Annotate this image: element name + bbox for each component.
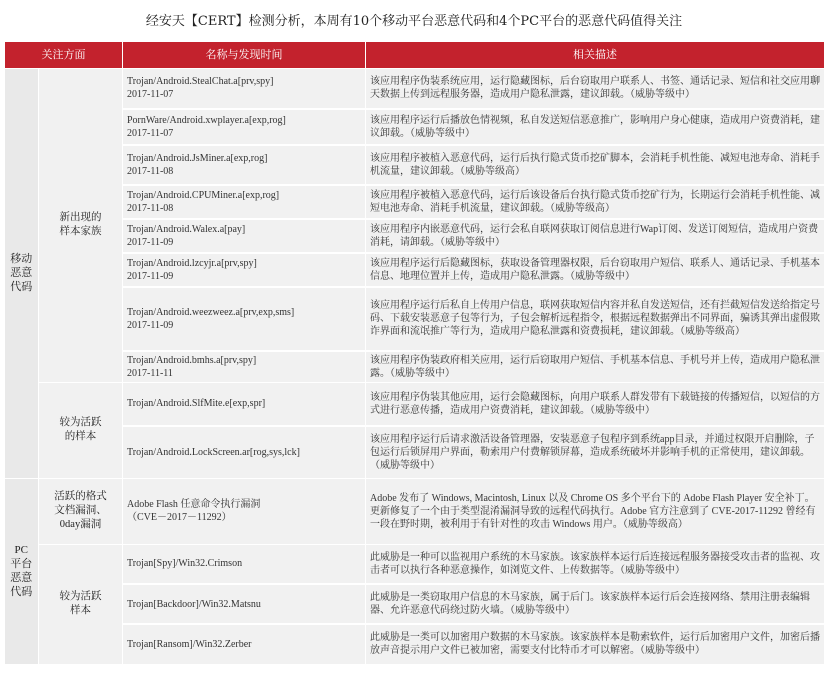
sample-name: Trojan/Android.lzcyjr.a[prv,spy] (127, 257, 257, 269)
section-label: PC 平台 恶意 代码 (5, 478, 39, 664)
description-text: 该应用程序被植入恶意代码，运行后该设备后台执行隐式货币挖矿行为，长期运行会消耗手机性能、减短电池寿命、消耗手机流量，建议卸载。（威胁等级高） (370, 189, 820, 214)
description-text: 该应用程序伪装系统应用，运行隐藏图标，后台窃取用户联系人、书签、通话记录、短信和社交应用聊天数据上传到远程服务器，造成用户隐私泄露，建议卸载。（威胁等级中） (370, 76, 820, 101)
table-row (5, 219, 825, 253)
description-cell (366, 253, 825, 287)
discovery-date: 2017-11-07 (127, 89, 174, 101)
description-cell (366, 145, 825, 185)
focus-category: 新出现的 样本家族 (39, 69, 123, 383)
discovery-date: （CVE－2017－11292） (127, 512, 232, 523)
description-text: 该应用程序运行后隐藏图标，获取设备管理器权限，后台窃取用户短信、联系人、通话记录、手机基本信息、地理位置并上传，造成用户隐私泄露。（威胁等级中） (370, 257, 820, 282)
sample-name-cell (123, 287, 366, 351)
discovery-date: 2017-11-11 (127, 367, 173, 379)
sample-name-cell (123, 351, 366, 383)
discovery-date: 2017-11-08 (127, 202, 174, 214)
focus-category: 较为活跃 样本 (39, 544, 123, 664)
description-cell (366, 109, 825, 145)
description-cell (366, 219, 825, 253)
description-cell (366, 478, 825, 544)
discovery-date: 2017-11-09 (127, 236, 174, 248)
header-focus: 关注方面 (5, 42, 123, 69)
table-row (5, 287, 825, 351)
table-row (5, 584, 825, 624)
description-text: 此威胁是一种可以监视用户系统的木马家族。该家族样本运行后连接远程服务器接受攻击者的监视、攻击者可以执行各种恶意操作，如浏览文件、上传数据等。（威胁等级中） (370, 551, 820, 576)
malware-table (4, 41, 825, 665)
description-cell (366, 185, 825, 219)
table-row (5, 426, 825, 478)
sample-name-cell (123, 69, 366, 109)
description-text: 此威胁是一类窃取用户信息的木马家族，属于后门。该家族样本运行后会连接网络、禁用注册表编辑器、允许恶意代码绕过防火墙。（威胁等级中） (370, 592, 810, 616)
sample-name: Trojan/Android.LockScreen.ar[rog,sys,lck] (127, 446, 300, 458)
sample-name-cell (123, 145, 366, 185)
sample-name-cell (123, 382, 366, 426)
table-row (5, 69, 825, 109)
description-text: 该应用程序伪装政府相关应用，运行后窃取用户短信、手机基本信息、手机号并上传，造成用户隐私泄露。（威胁等级中） (370, 354, 820, 379)
description-cell (366, 426, 825, 478)
sample-name-cell (123, 426, 366, 478)
sample-name: Adobe Flash 任意命令执行漏洞 (127, 499, 261, 510)
sample-name-cell (123, 109, 366, 145)
description-cell (366, 624, 825, 664)
sample-name-cell (123, 584, 366, 624)
header-name-date: 名称与发现时间 (123, 42, 366, 69)
focus-category: 较为活跃 的样本 (39, 382, 123, 478)
discovery-date: 2017-11-09 (127, 319, 174, 331)
sample-name: Trojan[Backdoor]/Win32.Matsnu (127, 598, 261, 610)
description-cell (366, 287, 825, 351)
description-text: 此威胁是一类可以加密用户数据的木马家族。该家族样本是勒索软件，运行后加密用户文件，加密后播放声音提示用户文件已被加密，需要支付比特币才可以解密。（威胁等级中） (370, 632, 820, 657)
focus-category: 活跃的格式 文档漏洞、 0day漏洞 (39, 478, 123, 544)
description-cell (366, 69, 825, 109)
description-text: 该应用程序运行后播放色情视频，私自发送短信恶意推广，影响用户身心健康，造成用户资费消耗，建议卸载。（威胁等级中） (370, 114, 820, 139)
description-text: 该应用程序运行后请求激活设备管理器，安装恶意子包程序到系统app目录，并通过权限开启删除，子包运行后锁屏用户界面，勒索用户付费解锁屏幕，造成系统破坏并影响手机的正常使用，建议卸载。（威胁等级中） (370, 433, 815, 471)
sample-name: Trojan/Android.CPUMiner.a[exp,rog] (127, 189, 280, 201)
sample-name-cell (123, 544, 366, 584)
sample-name-cell (123, 253, 366, 287)
sample-name: PornWare/Android.xwplayer.a[exp,rog] (127, 114, 286, 126)
discovery-date: 2017-11-07 (127, 127, 174, 139)
sample-name: Trojan/Android.weezweez.a[prv,exp,sms] (127, 306, 295, 318)
description-cell (366, 382, 825, 426)
sample-name-cell (123, 478, 366, 544)
table-row (5, 478, 825, 544)
sample-name: Trojan/Android.JsMiner.a[exp,rog] (127, 152, 268, 164)
sample-name-cell (123, 624, 366, 664)
table-row (5, 185, 825, 219)
table-row (5, 382, 825, 426)
description-text: 该应用程序内嵌恶意代码，运行会私自联网获取订阅信息进行Wap订阅、发送订阅短信，造成用户资费消耗，请卸载。（威胁等级中） (370, 223, 819, 248)
description-text: 该应用程序运行后私自上传用户信息，联网获取短信内容并私自发送短信，还有拦截短信发送给指定号码、下载安装恶意子包等行为，子包会解析远程指令，根据远程数据弹出不同界面，骗诱其弹出虚假欺诈界面和流氓推广等行为，造成用户隐私泄露和资费损耗，建议卸载。（威胁等级高） (370, 300, 820, 337)
sample-name: Trojan[Ransom]/Win32.Zerber (127, 638, 252, 650)
sample-name-cell (123, 185, 366, 219)
sample-name: Trojan/Android.Walex.a[pay] (127, 223, 246, 235)
document-title: 经安天【CERT】检测分析，本周有10个移动平台恶意代码和4个PC平台的恶意代码值得关注 (145, 14, 683, 29)
description-text: 该应用程序伪装其他应用，运行会隐藏图标，向用户联系人群发带有下载链接的传播短信，以短信的方式进行恶意传播，造成用户资费消耗，建议卸载。（威胁等级中） (370, 391, 820, 416)
sample-name: Trojan[Spy]/Win32.Crimson (127, 558, 243, 570)
header-description: 相关描述 (366, 42, 825, 69)
section-label: 移动 恶意 代码 (5, 69, 39, 479)
description-cell (366, 544, 825, 584)
table-row (5, 145, 825, 185)
table-header-row (5, 42, 825, 69)
discovery-date: 2017-11-09 (127, 270, 174, 282)
table-row (5, 351, 825, 383)
table-row (5, 253, 825, 287)
description-text: Adobe 发布了 Windows, Macintosh, Linux 以及 Chrome OS 多个平台下的 Adobe Flash Player 安全补丁。更新修复了一个由于类型混淆漏洞导致的远程代码执行。Adobe 官方注意到了 CVE-2017-11292 曾经有一段在野时期，被利用于有针对性的攻击 Windows 用户。（威胁等级高） (370, 492, 816, 530)
sample-name-cell (123, 219, 366, 253)
discovery-date: 2017-11-08 (127, 165, 174, 177)
sample-name: Trojan/Android.bmhs.a[prv,spy] (127, 354, 257, 366)
table-row (5, 109, 825, 145)
description-cell (366, 351, 825, 383)
description-text: 该应用程序被植入恶意代码，运行后执行隐式货币挖矿脚本，会消耗手机性能、减短电池寿命、消耗手机流量，建议卸载。（威胁等级高） (370, 152, 820, 177)
table-row (5, 544, 825, 584)
sample-name: Trojan/Android.SlfMite.e[exp,spr] (127, 398, 266, 410)
description-cell (366, 584, 825, 624)
table-row (5, 624, 825, 664)
sample-name: Trojan/Android.StealChat.a[prv,spy] (127, 76, 274, 88)
